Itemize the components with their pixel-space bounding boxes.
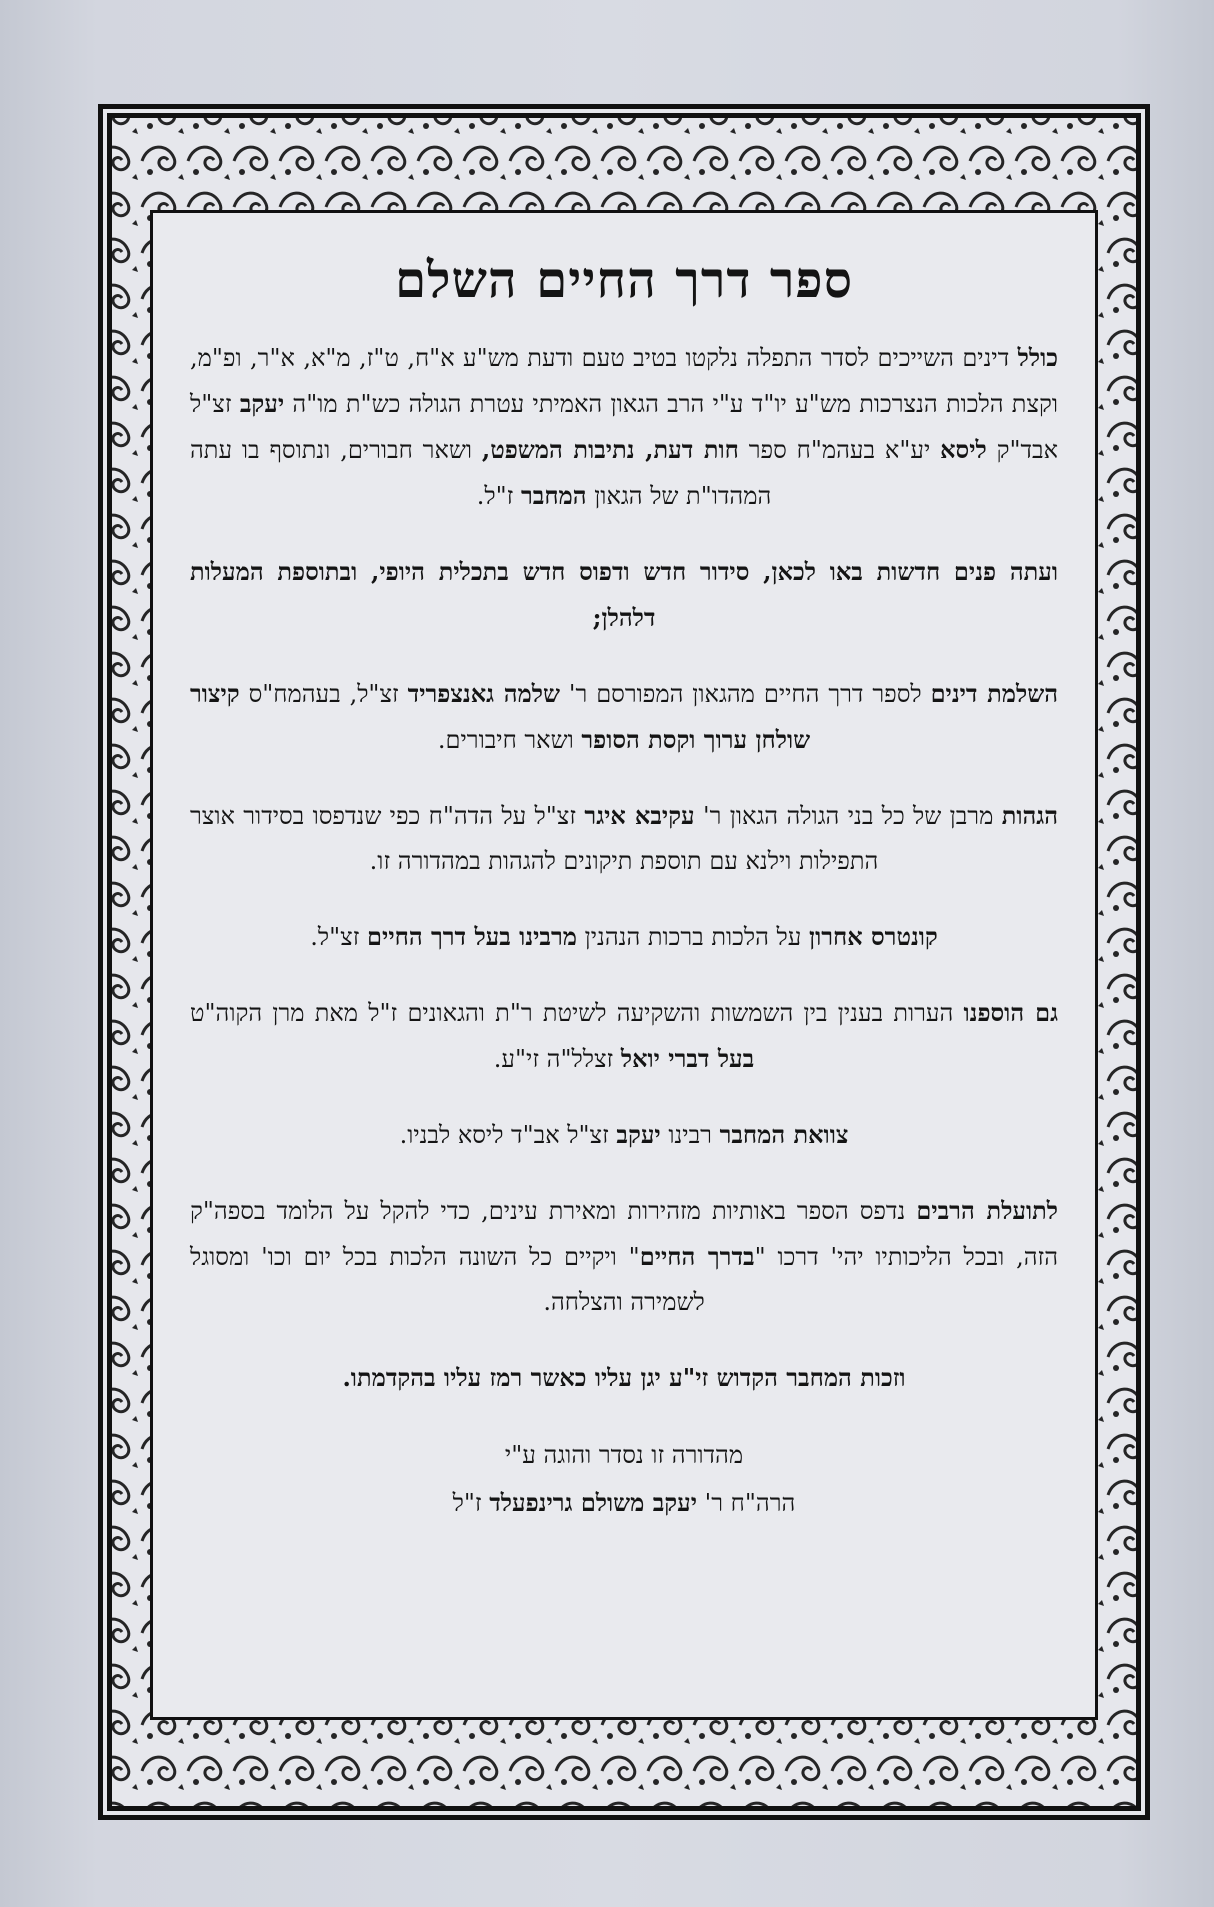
text-span: כולל: [1017, 343, 1058, 372]
text-span: לתועלת הרבים: [916, 1196, 1059, 1225]
paragraph-will: [190, 1112, 1058, 1158]
text-span: רבינו: [660, 1121, 720, 1149]
text-span: השלמת דינים: [930, 679, 1059, 708]
text-span: זצ"ל.: [310, 923, 368, 951]
text-span: על הלכות ברכות הנהנין: [577, 923, 809, 951]
text-span: זצ"ל אב"ד ליסא לבניו.: [399, 1121, 617, 1149]
text-span: " ויקיים כל השונה הלכות בכל יום וכו' ומסוגל לשמירה והצלחה.: [190, 1243, 705, 1316]
title-page-content: [190, 250, 1058, 1527]
text-span: דינים השייכים לסדר התפלה נלקטו בטיב טעם ודעת מש"ע א"ח, ט"ז, מ"א, א"ר, ופ"מ, וקצת הלכות הנצרכות מש"ע יו"ד ע"י הרב הגאון האמיתי עטרת הגולה כש"ת מו"ה: [190, 344, 1059, 418]
text-span: יעקב משולם גרינפעלד: [489, 1488, 698, 1517]
paragraph-merit: [190, 1355, 1058, 1401]
text-span: ז"ל: [452, 1489, 490, 1517]
text-span: ז"ל.: [476, 482, 521, 510]
text-span: שלמה גאנצפריד: [407, 679, 560, 708]
text-span: גם הוספנו: [963, 998, 1058, 1027]
text-span: ושאר חבורים, ונתוסף בו עתה המהדו"ת של הגאון: [190, 436, 772, 510]
text-span: זצ"ל אבד"ק: [190, 390, 1058, 464]
book-title: ספר דרך החיים השלם: [394, 250, 854, 309]
text-span: חות דעת, נתיבות המשפט,: [481, 435, 739, 464]
text-span: ועתה פנים חדשות באו לכאן, סידור חדש ודפוס חדש בתכלית היופי, ובתוספת המעלות דלהלן;: [190, 557, 1058, 632]
text-span: מרבינו בעל דרך החיים: [367, 922, 577, 951]
paragraph-glosses: [190, 793, 1058, 884]
text-span: הגהות: [1001, 801, 1058, 830]
text-span: יע"א בעהמ"ח ספר: [738, 436, 941, 464]
text-span: ושאר חיבורים.: [437, 726, 582, 754]
text-span: בעל דברי יואל: [620, 1044, 755, 1073]
paragraph-contents: [190, 335, 1058, 519]
text-span: יעקב: [616, 1120, 661, 1149]
paragraph-notes: [190, 990, 1058, 1082]
paragraph-new-edition: [190, 549, 1058, 641]
text-span: עקיבא איגר: [584, 801, 695, 830]
text-span: מרבן של כל בני הגולה הגאון ר': [694, 802, 1002, 830]
text-span: זצ"ל, בעהמח"ס: [239, 680, 408, 708]
text-span: צוואת המחבר: [719, 1120, 849, 1149]
text-span: וזכות המחבר הקדוש זי"ע יגן עליו כאשר רמז עליו בהקדמתו.: [342, 1363, 906, 1392]
editor-credit-line1: מהדורה זו נסדר והוגה ע"י: [504, 1441, 744, 1469]
text-span: קיצור שולחן ערוך וקסת הסופר: [190, 679, 811, 754]
text-span: קונטרס אחרון: [808, 922, 938, 951]
editor-credit-line2: [190, 1479, 1058, 1527]
paragraph-additional-laws: [190, 671, 1058, 763]
text-span: יעקב: [239, 389, 285, 418]
text-span: זצלל"ה זי"ע.: [493, 1045, 621, 1073]
text-span: ליסא: [940, 435, 987, 464]
text-span: הערות בענין בין השמשות והשקיעה לשיטת ר"ת והגאונים ז"ל מאת מרן הקוה"ט: [190, 999, 964, 1027]
text-span: בדרך החיים: [639, 1242, 755, 1271]
text-span: המחבר: [520, 481, 587, 510]
text-span: נדפס הספר באותיות מזהירות ומאירת עינים, כדי להקל על הלומד בספה"ק הזה, ובכל הליכותיו יהי' דרכו ": [190, 1197, 1059, 1271]
text-span: לספר דרך החיים מהגאון המפורסם ר': [559, 680, 931, 708]
text-span: הרה"ח ר': [697, 1489, 796, 1517]
paragraph-kuntres: [190, 914, 1058, 960]
paragraph-benefit: [190, 1188, 1058, 1325]
editor-credit: [190, 1431, 1058, 1527]
text-span: זצ"ל על הדה"ח כפי שנדפסו בסידור אוצר התפילות וילנא עם תוספת תיקונים להגהות במהדורה זו.: [190, 802, 879, 875]
